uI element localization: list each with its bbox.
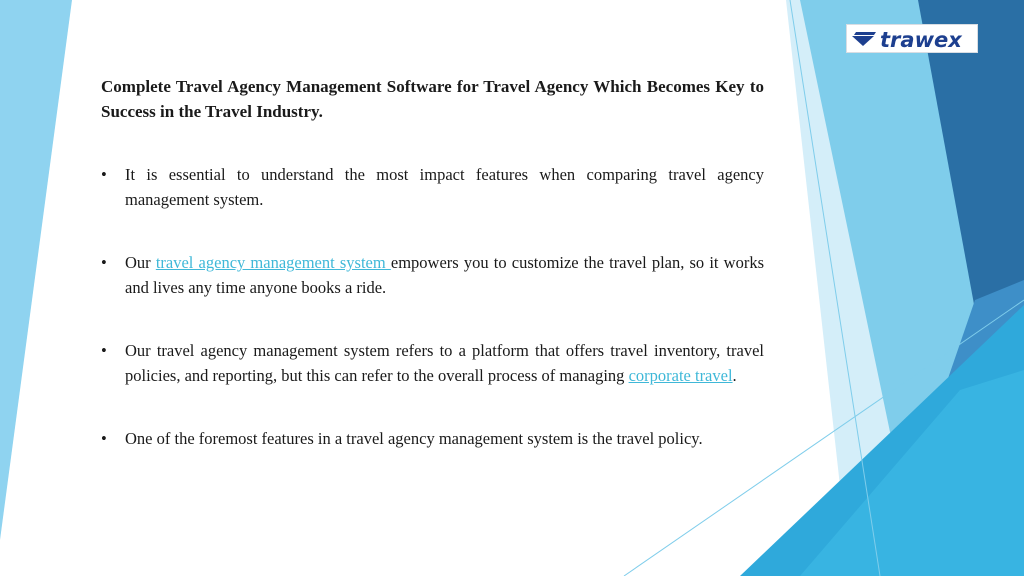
- bullet-item: [101, 338, 764, 388]
- bullet-marker: •: [101, 429, 107, 448]
- bullet-marker: •: [101, 165, 107, 184]
- bullet-item: [101, 426, 764, 451]
- bullet-text: It is essential to understand the most impact features when comparing travel agency management system.: [125, 165, 764, 209]
- bullet-text-before: Our travel agency management system refers to a platform that offers travel inventory, travel policies, and reporting, but this can refer to the overall process of managing: [125, 341, 764, 385]
- bullet-text-after: .: [732, 366, 737, 385]
- bullet-item: [101, 162, 764, 212]
- corporate-travel-link[interactable]: corporate travel: [628, 366, 733, 385]
- bullet-text-after: empowers you to customize the travel plan, so it works and lives any time anyone books a ride.: [125, 253, 764, 297]
- plane-arrow-icon: [850, 27, 974, 51]
- slide-content: [101, 74, 764, 451]
- bullet-text: One of the foremost features in a travel agency management system is the travel policy.: [125, 429, 703, 448]
- trawex-logo: [846, 24, 978, 53]
- bullet-marker: •: [101, 253, 107, 272]
- slide-title: Complete Travel Agency Management Software for Travel Agency Which Becomes Key to Success in the Travel Industry.: [101, 77, 764, 121]
- bullet-item: [101, 250, 764, 300]
- travel-agency-management-system-link[interactable]: travel agency management system: [155, 253, 391, 272]
- bullet-text-before: Our: [125, 253, 156, 272]
- bullet-marker: •: [101, 341, 107, 360]
- left-wedge-shape: [0, 0, 72, 540]
- logo-text: trawex: [880, 27, 962, 51]
